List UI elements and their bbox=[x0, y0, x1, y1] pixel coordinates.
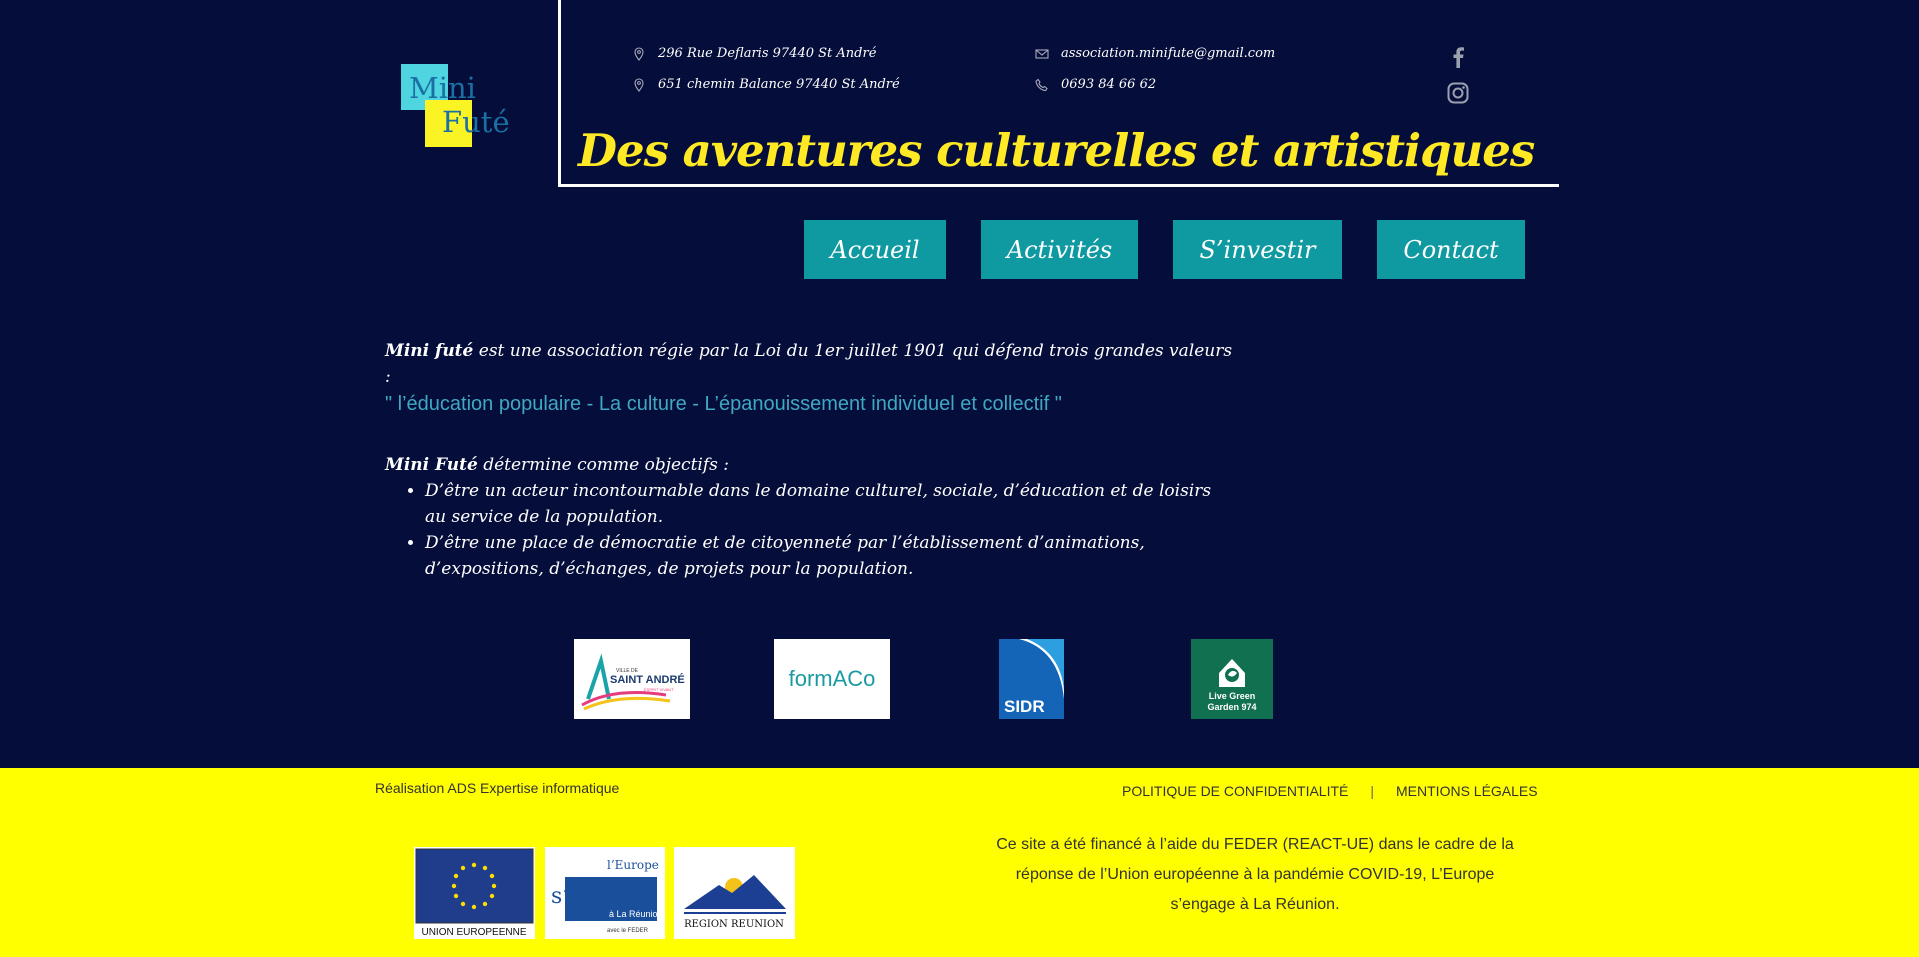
objectives-text: détermine comme objectifs : bbox=[477, 455, 729, 475]
region-label-text: REGION REUNION bbox=[684, 919, 784, 930]
europe-small-text: avec le FEDER bbox=[607, 928, 649, 934]
list-item: • D’être une place de démocratie et de citoyenneté par l’établissement d’animations, d’expositions, d’échanges, de projets pour la population. bbox=[425, 530, 1235, 582]
main-content bbox=[385, 338, 1235, 582]
footer-separator: | bbox=[1370, 783, 1375, 799]
livegreen-text-2: Garden 974 bbox=[1207, 702, 1257, 712]
address-1 bbox=[632, 46, 876, 61]
footer-links bbox=[1122, 783, 1538, 799]
eu-flag-logo bbox=[414, 847, 535, 939]
partner-logo-sidr[interactable] bbox=[999, 639, 1064, 719]
partner-logo-saint-andre[interactable] bbox=[574, 639, 690, 719]
phone-contact[interactable] bbox=[1035, 77, 1156, 92]
feder-notice: Ce site a été financé à l’aide du FEDER (REACT-UE) dans le cadre de la réponse de l’Union européenne à la pandémie COVID-19, L’Europe s’engage à La Réunion. bbox=[996, 836, 1514, 913]
values-quote: " l’éducation populaire - La culture - L’épanouissement individuel et collectif " bbox=[385, 393, 1062, 415]
site-tagline: Des aventures culturelles et artistiques bbox=[578, 124, 1535, 177]
europe-top-text: l’Europe bbox=[607, 858, 659, 872]
livegreen-text-1: Live Green bbox=[1208, 691, 1256, 701]
europe-sub-text: à La Réunion bbox=[609, 909, 663, 919]
email-contact[interactable] bbox=[1035, 46, 1275, 61]
address-2 bbox=[632, 77, 900, 92]
nav-accueil[interactable]: Accueil bbox=[804, 220, 946, 279]
site-logo[interactable] bbox=[400, 63, 510, 148]
intro-text: est une association régie par la Loi du 1er juillet 1901 qui défend trois grandes valeurs : bbox=[385, 341, 1233, 387]
intro-paragraph bbox=[385, 338, 1235, 390]
location-pin-icon bbox=[632, 47, 646, 61]
footer-credit[interactable]: Réalisation ADS Expertise informatique bbox=[375, 780, 620, 796]
partner-logo-live-green[interactable] bbox=[1191, 639, 1273, 719]
objectives-list bbox=[425, 478, 1235, 582]
objectives-bold: Mini Futé bbox=[385, 455, 478, 475]
nav-sinvestir[interactable]: S’investir bbox=[1173, 220, 1342, 279]
instagram-icon[interactable] bbox=[1447, 82, 1469, 104]
saint-andre-sub-text: ESPRIT VIVANT bbox=[644, 687, 674, 692]
privacy-policy-link[interactable]: POLITIQUE DE CONFIDENTIALITÉ bbox=[1122, 783, 1349, 799]
phone-icon bbox=[1035, 78, 1049, 92]
phone-text[interactable]: 0693 84 66 62 bbox=[1061, 77, 1157, 92]
address-2-text: 651 chemin Balance 97440 St André bbox=[658, 77, 900, 92]
site-footer bbox=[0, 768, 1919, 957]
europe-engage-logo bbox=[545, 847, 665, 939]
location-pin-icon bbox=[632, 78, 646, 92]
saint-andre-small-text: VILLE DE bbox=[616, 668, 638, 674]
nav-activites[interactable]: Activités bbox=[981, 220, 1138, 279]
eu-label-text: UNION EUROPEENNE bbox=[421, 927, 527, 938]
email-text[interactable]: association.minifute@gmail.com bbox=[1061, 46, 1276, 61]
sidr-text: SIDR bbox=[1004, 697, 1045, 716]
list-item: • D’être un acteur incontournable dans le domaine culturel, sociale, d’éducation et de loisirs au service de la population. bbox=[425, 478, 1235, 530]
address-1-text: 296 Rue Deflaris 97440 St André bbox=[658, 46, 877, 61]
saint-andre-text: SAINT ANDRÉ bbox=[610, 674, 685, 686]
logo-text-fute: Futé bbox=[442, 105, 510, 139]
facebook-icon[interactable] bbox=[1447, 46, 1469, 68]
intro-bold: Mini futé bbox=[385, 341, 474, 361]
nav-contact[interactable]: Contact bbox=[1377, 220, 1525, 279]
formaco-text: formACo bbox=[788, 666, 876, 691]
partner-logo-formaco[interactable] bbox=[774, 639, 890, 719]
legal-notice-link[interactable]: MENTIONS LÉGALES bbox=[1396, 783, 1538, 799]
region-reunion-logo bbox=[674, 847, 795, 939]
objectives-heading bbox=[385, 452, 1235, 478]
mail-icon bbox=[1035, 47, 1049, 61]
europe-mid-text: s’engage bbox=[551, 884, 651, 909]
logo-text-mini: Mini bbox=[409, 71, 476, 105]
